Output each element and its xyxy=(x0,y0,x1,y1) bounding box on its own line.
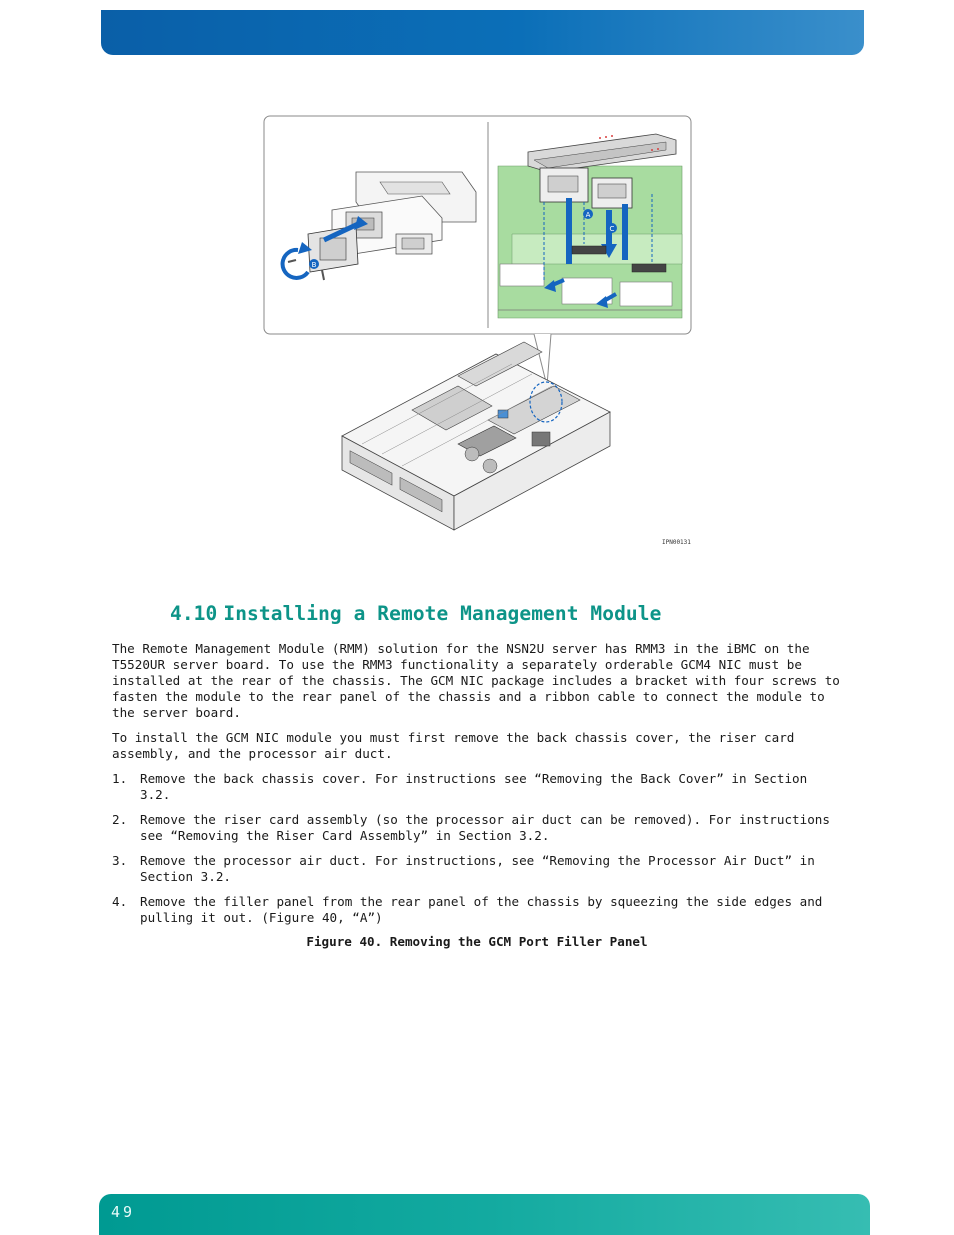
list-marker: 3. xyxy=(112,853,128,868)
server-chassis-illustration xyxy=(342,342,610,530)
header-bar xyxy=(101,10,864,55)
figure-caption: Figure 40. Removing the GCM Port Filler Panel xyxy=(306,934,648,949)
list-marker: 4. xyxy=(112,894,128,909)
list-item-text: Remove the back chassis cover. For instructions see “Removing the Back Cover” in Section 3.2. xyxy=(140,771,808,802)
list-item-text: Remove the processor air duct. For instructions, see “Removing the Processor Air Duct” in Section 3.2. xyxy=(140,853,815,884)
section-title: Installing a Remote Management Module xyxy=(223,602,662,625)
callout-a-label: A xyxy=(585,211,591,219)
list-marker: 2. xyxy=(112,812,128,827)
section-number: 4.10 xyxy=(170,602,218,625)
figure-illustration xyxy=(262,114,694,548)
steps-list xyxy=(112,771,842,926)
page-number: 49 xyxy=(111,1203,136,1221)
paragraph-prereq: To install the GCM NIC module you must first remove the back chassis cover, the riser card assembly, and the processor air duct. xyxy=(112,730,795,761)
list-item xyxy=(112,853,842,885)
list-item-text: Remove the filler panel from the rear panel of the chassis by squeezing the side edges and pulling it out. (Figure 40, “A”) xyxy=(140,894,823,925)
gcm-filler-panel-diagram xyxy=(262,114,694,548)
list-item xyxy=(112,771,842,803)
body-text xyxy=(112,641,842,935)
figure-tag: IPN00131 xyxy=(662,539,691,546)
list-item xyxy=(112,894,842,926)
list-marker: 1. xyxy=(112,771,128,786)
callout-b-label: B xyxy=(311,261,317,269)
callout-c-label: C xyxy=(609,225,615,233)
paragraph-intro: The Remote Management Module (RMM) solution for the NSN2U server has RMM3 in the iBMC on the T5520UR server board. To use the RMM3 functionality a separately orderable GCM4 NIC must be installed at the rear of the chassis. The GCM NIC package includes a bracket with four screws to fasten the module to the rear panel of the chassis and a ribbon cable to connect the module to the server board. xyxy=(112,641,840,720)
list-item xyxy=(112,812,842,844)
list-item-text: Remove the riser card assembly (so the processor air duct can be removed). For instructions see “Removing the Riser Card Assembly” in Section 3.2. xyxy=(140,812,830,843)
footer-bar xyxy=(99,1194,870,1235)
section-heading xyxy=(170,602,661,625)
